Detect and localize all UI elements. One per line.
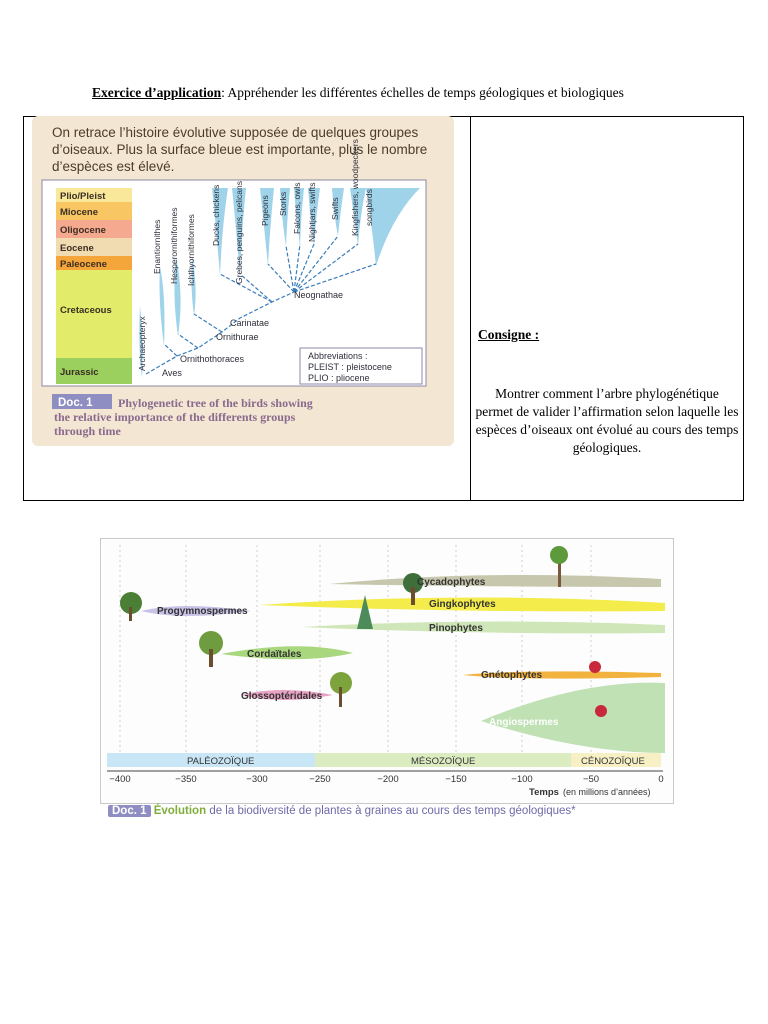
bird-caption-1: Phylogenetic tree of the birds showing [118,396,313,410]
bird-doc-tag: Doc. 1 [58,397,93,409]
period-label: Jurassic [60,367,99,378]
period-label: Miocene [60,207,99,218]
plant-doc-tag: Doc. 1 [108,805,151,817]
exercise-text: : Appréhender les différentes échelles de temps géologiques et biologiques [221,85,624,100]
consigne-cell [471,117,743,500]
cycad-trunk [411,587,415,605]
tick-label: −400 [109,774,131,785]
abbrev-title: Abbreviations : [308,351,368,361]
bird-caption-2: the relative importance of the differents groups [54,410,296,424]
tick-label: −250 [309,774,331,785]
exercise-label: Exercice d’application [92,85,222,100]
bird-caption-3: through time [54,424,121,438]
group-label: Cordaïtales [247,649,302,660]
tick-label: −150 [445,774,467,785]
cordaites-trunk [209,649,213,667]
taxon-label: songbirds [364,189,374,226]
node-label: Neognathae [294,290,344,300]
group-label: Pinophytes [429,623,483,634]
period-label: Plio/Pleist [60,191,106,202]
plant-evolution-figure [100,538,674,804]
angio-flower [595,705,607,717]
taxon-label: Kingfishers, woodpeckers [350,139,360,236]
taxon-label: Enantiornithes [152,219,162,274]
band-pinophytes [301,621,665,633]
band-cycadophytes [329,575,661,587]
era-label: CÉNOZOÏQUE [581,756,645,767]
node-label: Ornithothoraces [180,354,245,364]
bird-phylogeny-figure [32,116,454,446]
group-label: Cycadophytes [417,577,486,588]
tick-label: −300 [246,774,268,785]
period-label: Eocene [60,243,94,254]
axis-unit: (en millions d’années) [563,787,651,797]
taxon-label: Grebes, penguins, pelicans [234,180,244,284]
gneto-flower [589,661,601,673]
plant-chart-svg [101,539,675,805]
tick-label: −200 [377,774,399,785]
taxon-label: Ichthyornithiformes [186,214,196,286]
taxon-label: Nightjars, swifts [307,182,317,242]
axis-label: Temps [529,787,559,798]
progymno-trunk [129,607,132,621]
tick-label: 0 [658,774,664,785]
exercise-title [92,85,624,101]
tick-label: −50 [582,774,600,785]
taxon-label: Pigeons [260,195,270,226]
consigne-text: Montrer comment l’arbre phylogénétique permet de valider l’affirmation selon laquelle les espèces d’oiseaux ont évolué au cours des temps géologiques. [475,386,739,455]
group-label: Gnétophytes [481,670,543,681]
era-label: MÉSOZOÏQUE [411,756,476,767]
bird-heading: On retrace l’histoire évolutive supposée de quelques groupes d’oiseaux. Plus la surface bleue est importante, plus le nombre d’espèces est élevé. [52,125,428,174]
tick-label: −350 [175,774,197,785]
taxon-label: Falcons, owls [292,182,302,234]
palm-crown [550,546,568,564]
period-label: Oligocene [60,225,106,236]
glosso-trunk [339,687,342,707]
period-label: Cretaceous [60,305,112,316]
bird-tree-svg [32,116,454,446]
group-label: Progymnospermes [157,606,248,617]
group-label: Gingkophytes [429,599,496,610]
group-label: Angiospermes [489,717,559,728]
plant-caption-rest: de la biodiversité de plantes à graines au cours des temps géologiques* [209,805,576,817]
node-label: Ornithurae [216,332,259,342]
node-label: Carinatae [230,318,270,328]
abbrev-line-2: PLIO : pliocene [308,373,370,383]
abbrev-line-1: PLEIST : pleistocene [308,362,392,372]
taxon-label: Storks [278,191,288,216]
era-label: PALÉOZOÏQUE [187,756,255,767]
taxon-label: Hesperornithiformes [169,207,179,284]
consigne-label: Consigne : [478,327,540,342]
node-label: Aves [162,368,182,378]
tick-label: −100 [511,774,533,785]
taxon-label: Swifts [330,197,340,220]
period-label: Paleocene [60,259,107,270]
plant-caption-highlight: Évolution [153,805,207,817]
taxon-label: Archaeopteryx [137,316,147,371]
taxon-label: Ducks, chickens [211,184,221,246]
group-label: Glossoptéridales [241,691,323,702]
plant-caption [108,805,576,817]
